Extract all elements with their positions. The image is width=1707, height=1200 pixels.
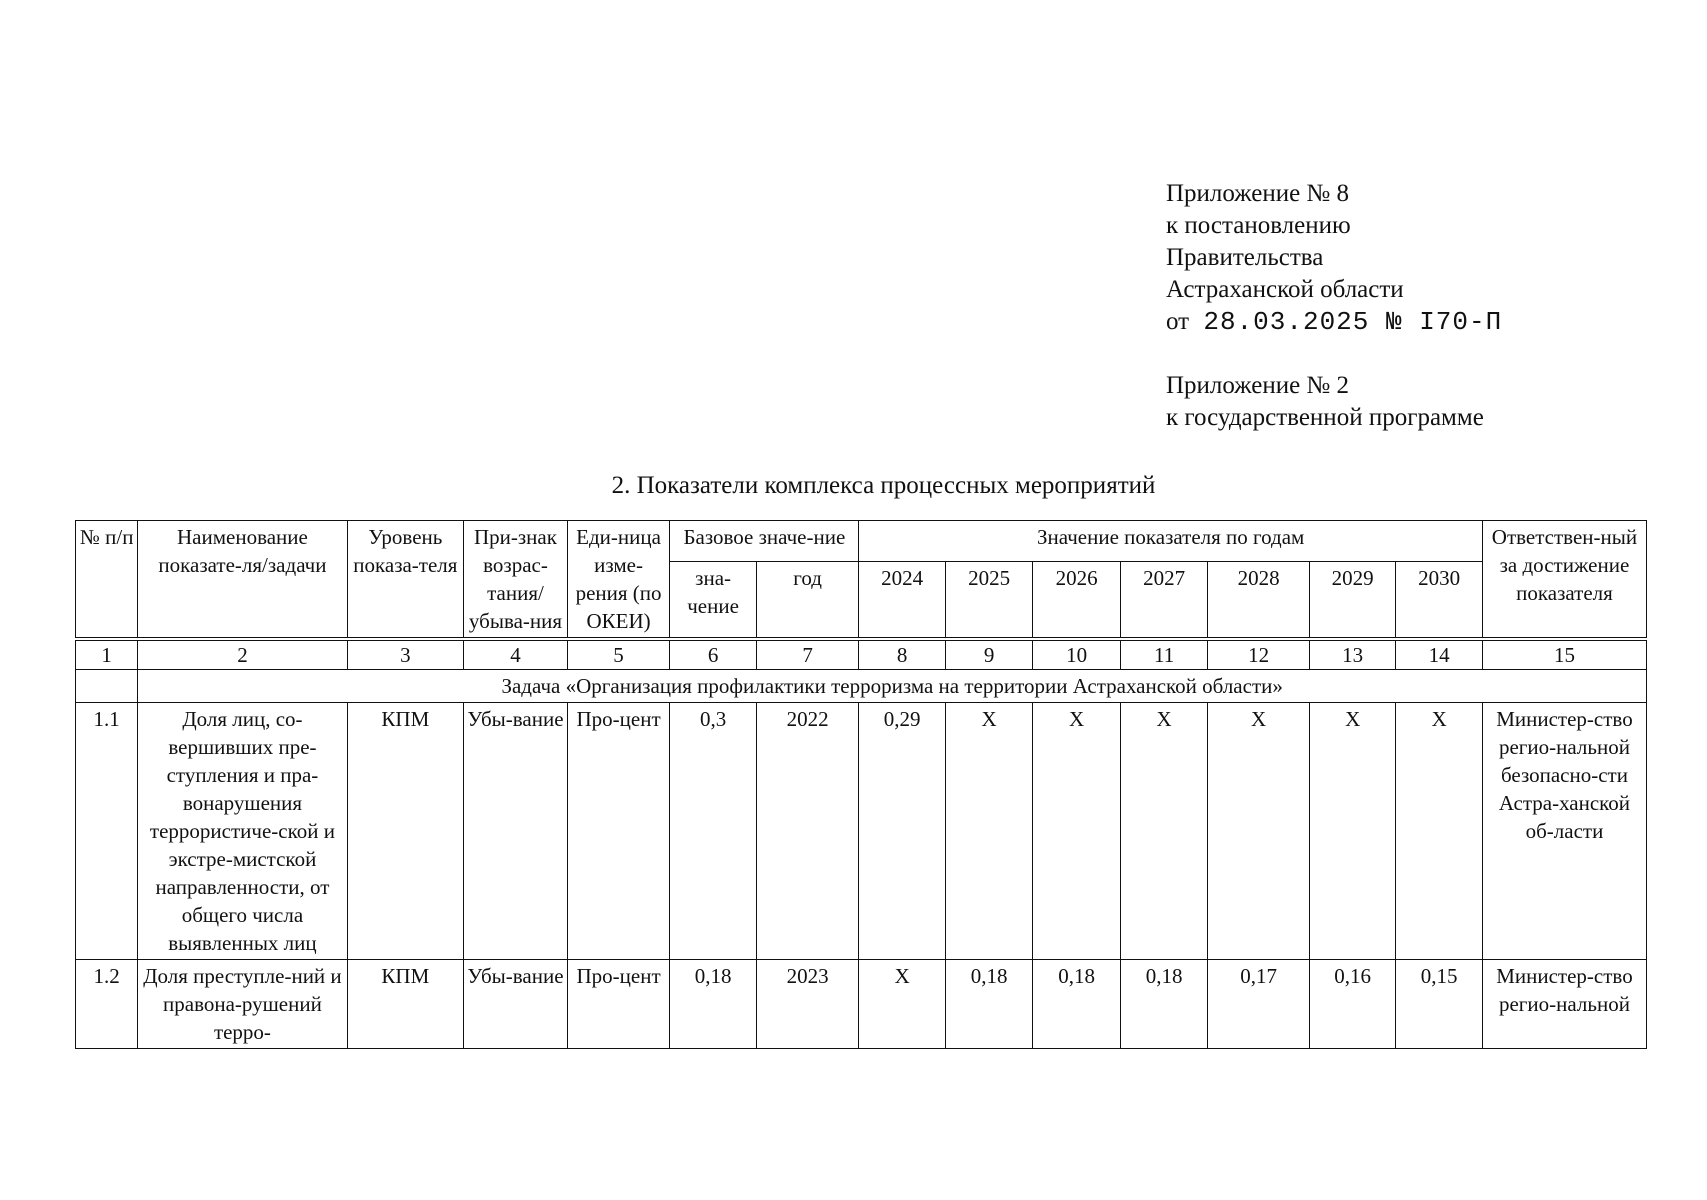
- region-label: Астраханской области: [1166, 276, 1404, 303]
- responsible: Министер-ство регио-нальной безопасно-сти Астра-ханской об-ласти: [1482, 703, 1646, 960]
- responsible: Министер-ство регио-нальной: [1482, 960, 1646, 1049]
- row-num: 1.2: [76, 960, 138, 1049]
- header-year-2030: 2030: [1396, 561, 1483, 639]
- header-year-2027: 2027: [1120, 561, 1207, 639]
- task-num-cell: [76, 670, 138, 703]
- decree-number: 28.03.2025 № I70-П: [1203, 307, 1503, 337]
- base-year: 2022: [756, 703, 859, 960]
- header-year-2028: 2028: [1208, 561, 1310, 639]
- row-num: 1.1: [76, 703, 138, 960]
- to-program-label: к государственной программе: [1166, 404, 1484, 431]
- header-year-2026: 2026: [1033, 561, 1120, 639]
- value-2030: 0,15: [1396, 960, 1483, 1049]
- table-row: [76, 960, 1647, 1049]
- value-2030: Х: [1396, 703, 1483, 960]
- header-year-2024: 2024: [859, 561, 945, 639]
- indicator-unit: Про-цент: [567, 703, 670, 960]
- column-number: 9: [945, 639, 1032, 670]
- column-numbers-row: [76, 639, 1647, 670]
- value-2026: 0,18: [1033, 960, 1120, 1049]
- column-number: 12: [1208, 639, 1310, 670]
- header-level: Уровень показа-теля: [347, 521, 464, 640]
- indicator-level: КПМ: [347, 960, 464, 1049]
- section-title: 2. Показатели комплекса процессных мероприятий: [611, 472, 1156, 499]
- column-number: 11: [1120, 639, 1207, 670]
- header-year-2025: 2025: [945, 561, 1032, 639]
- indicators-table: [75, 520, 1647, 1049]
- government-label: Правительства: [1166, 244, 1324, 271]
- base-year: 2023: [756, 960, 859, 1049]
- column-number: 15: [1482, 639, 1646, 670]
- appendix-header: [1166, 178, 1502, 434]
- value-2027: Х: [1120, 703, 1207, 960]
- base-value: 0,3: [670, 703, 756, 960]
- header-base-value: зна-чение: [670, 561, 756, 639]
- column-number: 14: [1396, 639, 1483, 670]
- value-2028: 0,17: [1208, 960, 1310, 1049]
- header-responsible: Ответствен-ный за достижение показателя: [1482, 521, 1646, 640]
- appendix-program-label: Приложение № 2: [1166, 372, 1350, 399]
- decree-from-label: от: [1166, 308, 1190, 335]
- header-by-years: Значение показателя по годам: [859, 521, 1483, 562]
- task-row: [76, 670, 1647, 703]
- column-number: 10: [1033, 639, 1120, 670]
- table-row: [76, 703, 1647, 960]
- base-value: 0,18: [670, 960, 756, 1049]
- column-number: 2: [138, 639, 347, 670]
- value-2025: 0,18: [945, 960, 1032, 1049]
- header-trend: При-знак возрас-тания/ убыва-ния: [464, 521, 568, 640]
- header-unit: Еди-ница изме-рения (по ОКЕИ): [567, 521, 670, 640]
- column-number: 4: [464, 639, 568, 670]
- indicator-level: КПМ: [347, 703, 464, 960]
- value-2026: Х: [1033, 703, 1120, 960]
- value-2025: Х: [945, 703, 1032, 960]
- header-base: Базовое значе-ние: [670, 521, 859, 562]
- header-num: № п/п: [76, 521, 138, 640]
- appendix-main-label: Приложение № 8: [1166, 180, 1350, 207]
- value-2024: Х: [859, 960, 945, 1049]
- column-number: 7: [756, 639, 859, 670]
- value-2024: 0,29: [859, 703, 945, 960]
- column-number: 3: [347, 639, 464, 670]
- indicator-trend: Убы-вание: [464, 960, 568, 1049]
- column-number: 1: [76, 639, 138, 670]
- indicator-name: Доля преступле-ний и правона-рушений терро-: [138, 960, 347, 1049]
- value-2028: Х: [1208, 703, 1310, 960]
- header-year-2029: 2029: [1309, 561, 1395, 639]
- indicator-unit: Про-цент: [567, 960, 670, 1049]
- column-number: 6: [670, 639, 756, 670]
- decree-line: [1166, 306, 1502, 338]
- indicator-trend: Убы-вание: [464, 703, 568, 960]
- task-title: Задача «Организация профилактики терроризма на территории Астраханской области»: [138, 670, 1647, 703]
- to-resolution-label: к постановлению: [1166, 212, 1351, 239]
- header-name: Наименование показате-ля/задачи: [138, 521, 347, 640]
- header-row-1: [76, 521, 1647, 562]
- value-2027: 0,18: [1120, 960, 1207, 1049]
- value-2029: 0,16: [1309, 960, 1395, 1049]
- header-base-year: год: [756, 561, 859, 639]
- column-number: 13: [1309, 639, 1395, 670]
- column-number: 8: [859, 639, 945, 670]
- column-number: 5: [567, 639, 670, 670]
- indicator-name: Доля лиц, со-вершивших пре-ступления и пра-вонарушения террористиче-ской и экстре-мистской направленности, от общего числа выявленных лиц: [138, 703, 347, 960]
- value-2029: Х: [1309, 703, 1395, 960]
